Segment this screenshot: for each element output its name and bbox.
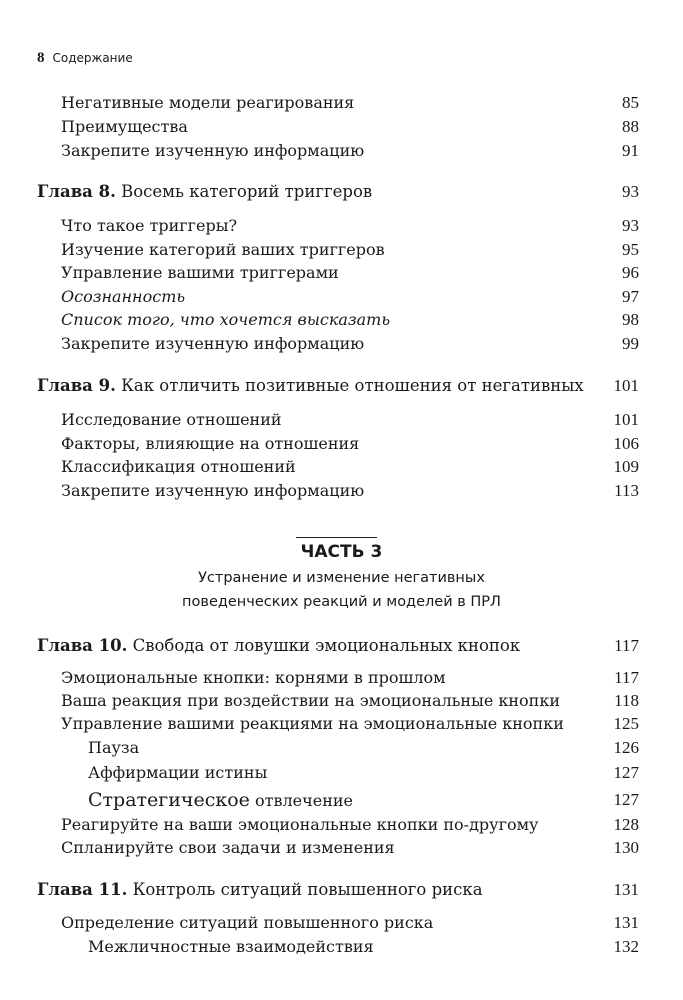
part-title: ЧАСТЬ 3: [300, 542, 383, 562]
running-title: Содержание: [52, 51, 133, 65]
toc-entry: Изучение категорий ваших триггеров 95: [61, 240, 639, 259]
toc-entry: Что такое триггеры? 93: [61, 216, 639, 235]
toc-entry: Список того, что хочется высказать 98: [61, 310, 639, 329]
toc-subentry: Аффирмации истины 127: [88, 763, 639, 782]
chapter-heading: Глава 8. Восемь категорий триггеров 93: [37, 182, 639, 201]
toc-entry: Реагируйте на ваши эмоциональные кнопки по-другому 128: [61, 815, 639, 834]
toc-subentry: Межличностные взаимодействия 132: [88, 937, 639, 956]
toc-entry: Спланируйте свои задачи и изменения 130: [61, 838, 639, 857]
toc-entry: Закрепите изученную информацию 113: [61, 481, 639, 500]
toc-entry: Негативные модели реагирования 85: [61, 93, 639, 112]
chapter-heading: Глава 10. Свобода от ловушки эмоциональных кнопок 117: [37, 636, 639, 655]
page-number: 8: [37, 50, 45, 66]
running-header: [37, 50, 133, 67]
toc-entry: Закрепите изученную информацию 91: [61, 141, 639, 160]
toc-entry: Ваша реакция при воздействии на эмоциональные кнопки 118: [61, 691, 639, 710]
toc-subentry: Пауза 126: [88, 738, 639, 757]
toc-entry: Управление вашими триггерами 96: [61, 263, 639, 282]
toc-subentry: Стратегическое отвлечение 127: [88, 789, 639, 811]
chapter-heading: Глава 11. Контроль ситуаций повышенного риска 131: [37, 880, 639, 899]
chapter-heading: Глава 9. Как отличить позитивные отношения от негативных 101: [37, 376, 639, 395]
part-divider-rule: [296, 537, 377, 538]
part-subtitle-line1: Устранение и изменение негативных: [198, 570, 485, 586]
toc-entry: Эмоциональные кнопки: корнями в прошлом 117: [61, 668, 639, 687]
toc-entry: Управление вашими реакциями на эмоциональные кнопки 125: [61, 714, 639, 733]
part-subtitle-line2: поведенческих реакций и моделей в ПРЛ: [182, 594, 501, 610]
toc-entry: Исследование отношений 101: [61, 410, 639, 429]
toc-entry: Факторы, влияющие на отношения 106: [61, 434, 639, 453]
toc-entry: Осознанность 97: [61, 287, 639, 306]
toc-entry: Определение ситуаций повышенного риска 131: [61, 913, 639, 932]
toc-entry: Закрепите изученную информацию 99: [61, 334, 639, 353]
toc-entry: Классификация отношений 109: [61, 457, 639, 476]
toc-entry: Преимущества 88: [61, 117, 639, 136]
